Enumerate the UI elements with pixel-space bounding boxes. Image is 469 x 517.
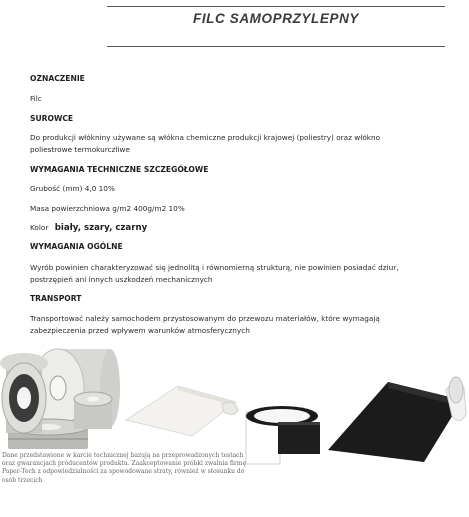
surowce-heading: SUROWCE <box>30 114 74 123</box>
footer-line-3: Paper-Tech z odpowiedzialności za spowodowane straty, również w stosunku do <box>2 468 245 476</box>
wymagania-techniczne-heading: WYMAGANIA TECHNICZNE SZCZEGÓŁOWE <box>30 165 209 174</box>
transport-line-2: zabezpieczenia przed wpływem warunków atmosferycznych <box>30 326 250 335</box>
title-bottom-rule <box>107 46 445 47</box>
kolor-label: Kolor <box>30 223 49 232</box>
white-felt-sheet-photo <box>122 380 240 438</box>
title-top-rule <box>107 6 445 7</box>
kolor-row <box>30 221 147 235</box>
page-title: FILC SAMOPRZYLEPNY <box>192 11 360 26</box>
surowce-line-1: Do produkcji włókniny używane są włókna chemiczne produkcji krajowej (poliestry) oraz włókno <box>30 133 381 142</box>
oznaczenie-value: Filc <box>30 94 42 103</box>
kolor-value: biały, szary, czarny <box>54 223 148 233</box>
surowce-line-2: poliestrowe termokurczliwe <box>30 145 130 154</box>
ogolne-line-1: Wyrób powinien charakteryzować się jednolitą i równomierną strukturą, nie powinien posiadać dziur, <box>30 263 399 272</box>
footer-line-2: oraz gwarancjach producentów produktu. Zaakceptowanie próbki zwalnia firmę <box>2 460 247 468</box>
wymagania-ogolne-heading: WYMAGANIA OGÓLNE <box>30 242 123 251</box>
footer-disclaimer <box>2 452 322 485</box>
ogolne-line-2: postrzępień ani innych uszkodzeń mechanicznych <box>30 275 213 284</box>
masa-value: Masa powierzchniowa g/m2 400g/m2 10% <box>30 204 185 213</box>
oznaczenie-heading: OZNACZENIE <box>30 74 85 83</box>
footer-line-1: Dane przedstawione w karcie technicznej bazują na przeprowadzonych testach <box>2 452 244 459</box>
grubosc-value: Grubość (mm) 4,0 10% <box>30 184 115 193</box>
transport-heading: TRANSPORT <box>30 294 82 303</box>
footer-line-4: osób trzecich <box>2 476 43 484</box>
transport-line-1: Transportować należy samochodem przystosowanym do przewozu materiałów, które wymagają <box>30 314 380 323</box>
felt-rolls-grey-photo <box>0 343 122 455</box>
black-felt-roll-photo <box>326 370 468 464</box>
